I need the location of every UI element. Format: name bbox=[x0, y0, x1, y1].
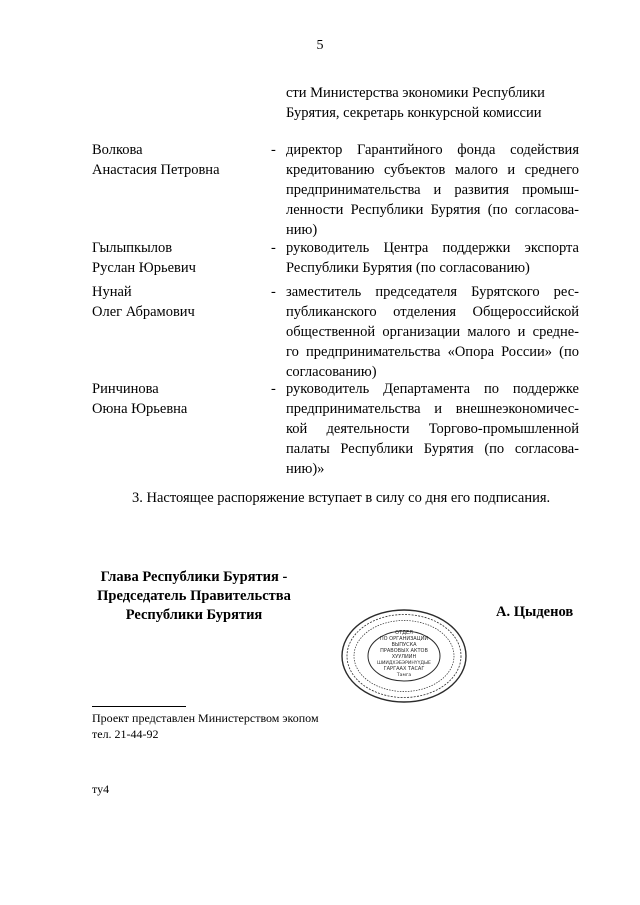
signatory-title-line: Председатель Правительства bbox=[97, 588, 291, 604]
description-line: заместитель председателя Бурятского рес- bbox=[286, 284, 579, 300]
description-line: предпринимательства и внешнеэкономичес- bbox=[286, 401, 579, 417]
description-line: публиканского отделения Общероссийской bbox=[286, 304, 579, 320]
footnote-line: тел. 21-44-92 bbox=[92, 727, 159, 741]
description-line: палаты Республики Бурятия (по согласова- bbox=[286, 441, 579, 457]
footnote bbox=[92, 710, 319, 742]
description-line: го предпринимательства «Опора России» (по bbox=[286, 344, 579, 360]
footnote-line: Проект представлен Министерством экопом bbox=[92, 711, 319, 725]
member-surname: Гылыпкылов bbox=[92, 240, 173, 256]
seal-line: ШИИДХЭБЭРИНҮҮДЫЕ bbox=[377, 661, 431, 666]
seal-line: ГАРГААХ ТАСАГ bbox=[383, 666, 425, 672]
member-given-name: Оюна Юрьевна bbox=[92, 401, 188, 417]
seal-line: ХУУЛИИН bbox=[391, 654, 417, 660]
member-dash: - bbox=[271, 381, 276, 397]
description-line: нию) bbox=[286, 222, 318, 238]
member-dash: - bbox=[271, 284, 276, 300]
description-line: общественной организации малого и средне- bbox=[286, 324, 579, 340]
member-name-nunay bbox=[92, 282, 272, 322]
description-line: нию)» bbox=[286, 461, 325, 477]
seal-line: ОТДЕЛ bbox=[395, 630, 413, 636]
member-given-name: Олег Абрамович bbox=[92, 304, 195, 320]
footnote-rule bbox=[92, 706, 186, 707]
description-line: кой деятельности Торгово-промышленной bbox=[286, 421, 579, 437]
description-line: руководитель Центра поддержки экспорта bbox=[286, 240, 579, 256]
description-line: ленности Республики Бурятия (по согласова- bbox=[286, 202, 579, 218]
seal-line: Тамга bbox=[396, 673, 412, 678]
member-surname: Волкова bbox=[92, 142, 143, 158]
page-number: 5 bbox=[316, 38, 324, 53]
member-dash: - bbox=[271, 240, 276, 256]
member-surname: Нунай bbox=[92, 284, 132, 300]
continuation-line-2: Бурятия, секретарь конкурсной комиссии bbox=[286, 105, 542, 121]
description-line: предпринимательства и развития промыш- bbox=[286, 182, 579, 198]
description-line: директор Гарантийного фонда содействия bbox=[286, 142, 579, 158]
description-line: согласованию) bbox=[286, 364, 377, 380]
member-description-nunay bbox=[286, 282, 579, 382]
member-description-gylypkylov bbox=[286, 238, 579, 278]
description-line: Республики Бурятия (по согласованию) bbox=[286, 260, 530, 276]
signatory-title-line: Глава Республики Бурятия - bbox=[100, 569, 288, 585]
official-seal bbox=[339, 607, 469, 705]
member-name-rinchinova bbox=[92, 379, 272, 419]
description-line: кредитованию субъектов малого и среднего bbox=[286, 162, 579, 178]
member-dash: - bbox=[271, 142, 276, 158]
signatory-title bbox=[78, 568, 310, 625]
member-given-name: Руслан Юрьевич bbox=[92, 260, 196, 276]
member-name-volkova bbox=[92, 140, 272, 180]
description-line: руководитель Департамента по поддержке bbox=[286, 381, 579, 397]
member-description-volkova bbox=[286, 140, 579, 240]
clause-3: 3. Настоящее распоряжение вступает в силу со дня его подписания. bbox=[132, 490, 551, 506]
member-description-rinchinova bbox=[286, 379, 579, 479]
seal-line: ПРАВОВЫХ АКТОВ bbox=[380, 648, 428, 654]
seal-line: ВЫПУСКА bbox=[391, 642, 417, 648]
member-given-name: Анастасия Петровна bbox=[92, 162, 220, 178]
member-surname: Ринчинова bbox=[92, 381, 159, 397]
document-code: ту4 bbox=[92, 782, 110, 796]
continuation-line-1: сти Министерства экономики Республики bbox=[286, 85, 545, 101]
seal-line: ПО ОРГАНИЗАЦИИ bbox=[379, 636, 429, 642]
signatory-title-line: Республики Бурятия bbox=[125, 607, 263, 623]
signatory-name: А. Цыденов bbox=[496, 604, 574, 620]
member-name-gylypkylov bbox=[92, 238, 272, 278]
